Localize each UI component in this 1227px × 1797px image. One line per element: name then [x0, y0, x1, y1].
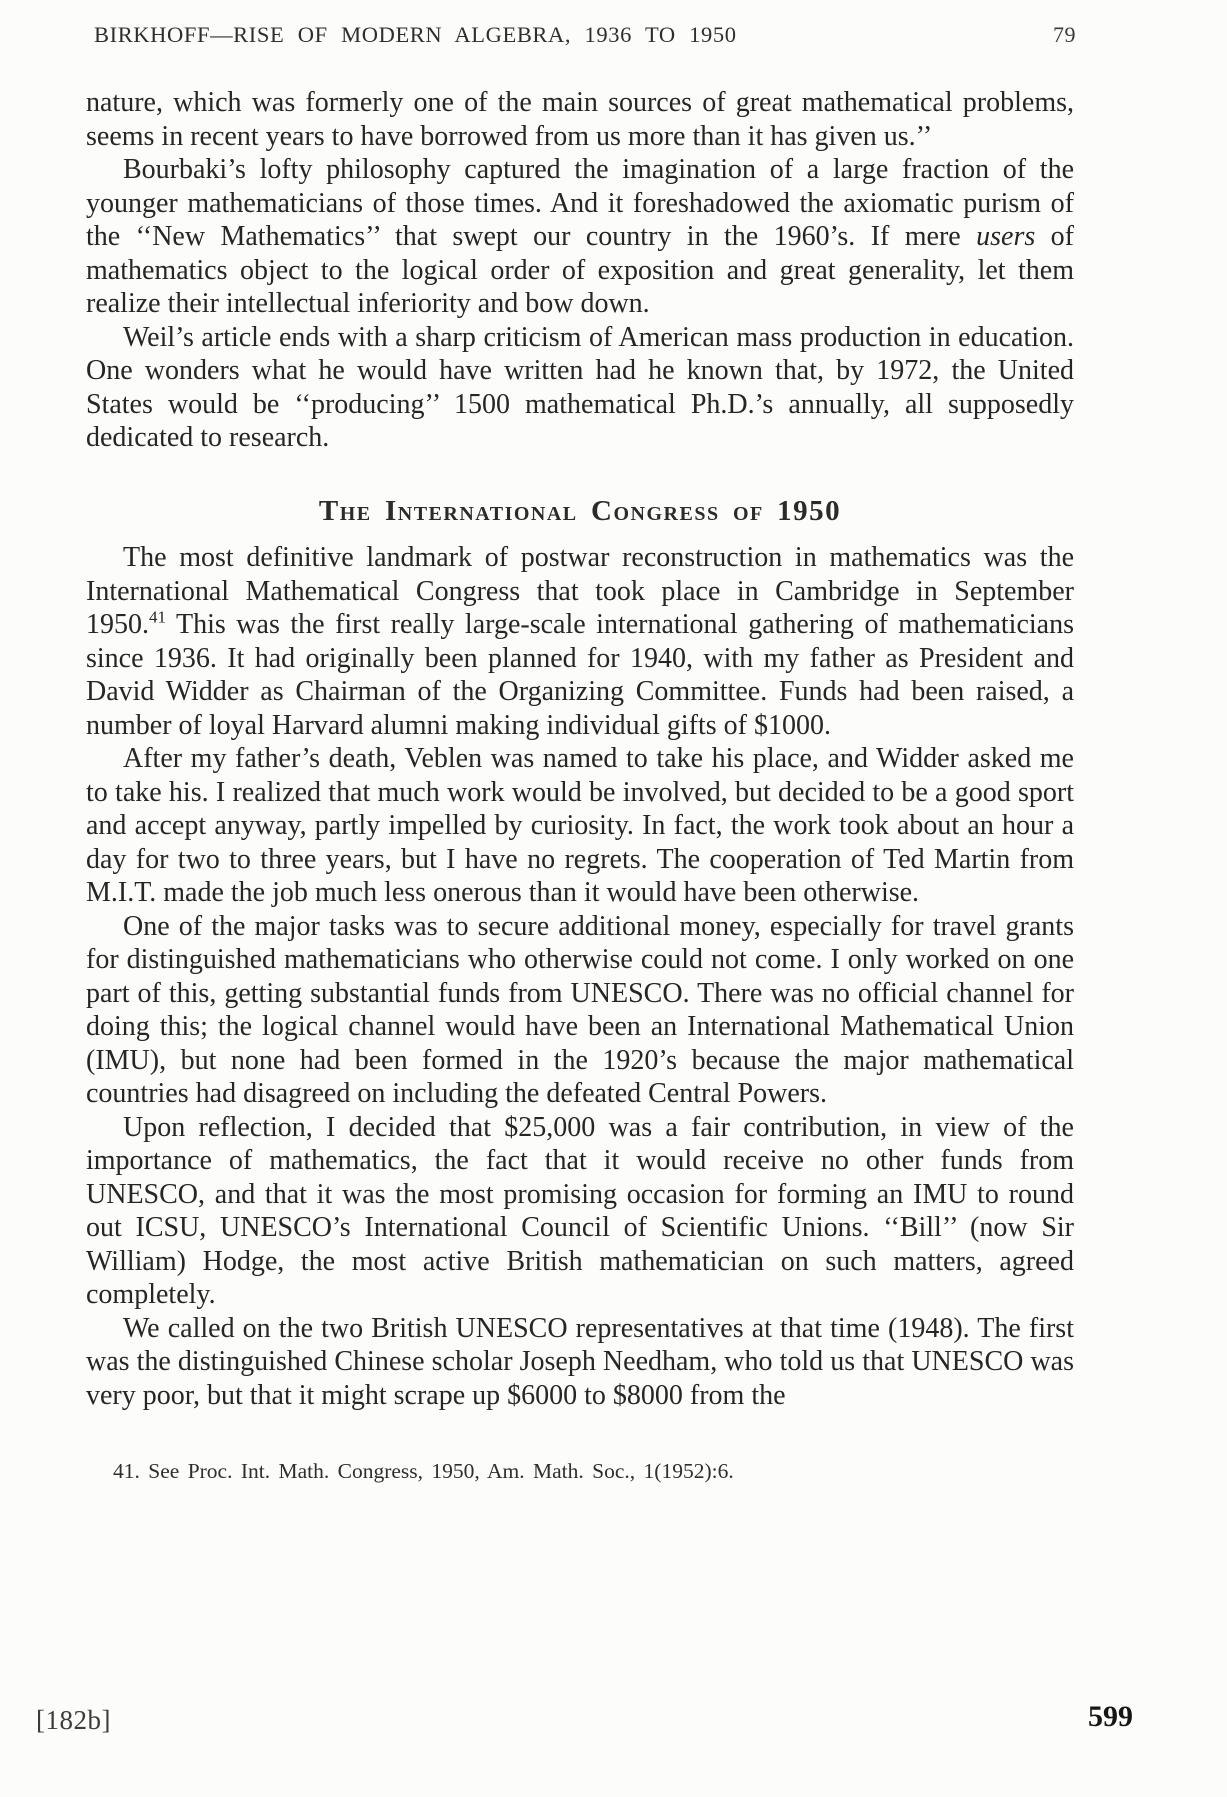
paragraph [86, 86, 1074, 153]
text-run: This was the first really large-scale international gathering of mathematicians since 1936. It had originally been planned for 1940, with my father as President and David Widder as Chairman of the Organizing Committee. Funds had been raised, a number of loyal Harvard alumni making individual gifts of $1000. [86, 609, 1074, 741]
section-heading: The International Congress of 1950 [318, 494, 842, 527]
paragraph [86, 153, 1074, 321]
footnote-reference: 41 [149, 607, 166, 627]
running-header-title: BIRKHOFF—RISE OF MODERN ALGEBRA, 1936 TO 1950 [94, 22, 737, 47]
text-run: Bourbaki’s lofty philosophy captured the imagination of a large fraction of the younger mathematicians of those times. And it foreshadowed the axiomatic purism of the ‘‘New Mathematics’’ that swept our country in the 1960’s. If mere [86, 154, 1074, 252]
paragraph-group-after-heading [86, 541, 1074, 1412]
text-run: Weil’s article ends with a sharp criticism of American mass production in education. One wonders what he would have written had he known that, by 1972, the United States would be ‘‘producing’’ 1500 mathematical Ph.D.’s annually, all supposedly dedicated to research. [86, 321, 1074, 453]
running-header-page-number: 79 [1053, 22, 1076, 47]
text-run: of mathematics object to the logical order of exposition and great generality, let them realize their intellectual inferiority and bow down. [86, 221, 1075, 319]
text-run: The most definitive landmark of postwar reconstruction in mathematics was the International Mathematical Congress that took place in Cambridge in September 1950. [86, 542, 1074, 640]
paragraph [86, 1312, 1074, 1413]
paragraph [86, 321, 1074, 455]
footer-page-number: 599 [1088, 1700, 1133, 1733]
body-text [86, 86, 1074, 1484]
text-run: One of the major tasks was to secure additional money, especially for travel grants for distinguished mathematicians who otherwise could not come. I only worked on one part of this, getting substantial funds from UNESCO. There was no official channel for doing this; the logical channel would have been an International Mathematical Union (IMU), but none had been formed in the 1920’s because the major mathematical countries had disagreed on including the defeated Central Powers. [86, 910, 1074, 1109]
paragraph [86, 742, 1074, 910]
text-run: We called on the two British UNESCO representatives at that time (1948). The first was the distinguished Chinese scholar Joseph Needham, who told us that UNESCO was very poor, but that it might scrape up $6000 to $8000 from the [86, 1312, 1074, 1411]
paragraph [86, 1111, 1074, 1312]
footer-plate-marker: [182b] [36, 1705, 111, 1735]
text-run: nature, which was formerly one of the main sources of great mathematical problems, seems in recent years to have borrowed from us more than it has given us.’’ [86, 87, 1074, 152]
text-run: Upon reflection, I decided that $25,000 was a fair contribution, in view of the importance of mathematics, the fact that it would receive no other funds from UNESCO, and that it was the most promising occasion for forming an IMU to round out ICSU, UNESCO’s International Council of Scientific Unions. ‘‘Bill’’ (now Sir William) Hodge, the most active British mathematician on such matters, agreed completely. [86, 1111, 1074, 1310]
paragraph-group-before-heading [86, 86, 1074, 455]
running-header [94, 22, 1076, 48]
paragraph [86, 910, 1074, 1111]
text-run: After my father’s death, Veblen was named to take his place, and Widder asked me to take his. I realized that much work would be involved, but decided to be a good sport and accept anyway, partly impelled by curiosity. In fact, the work took about an hour a day for two to three years, but I have no regrets. The cooperation of Ted Martin from M.I.T. made the job much less onerous than it would have been otherwise. [86, 743, 1074, 908]
paragraph [86, 541, 1074, 742]
italic-text: users [976, 221, 1036, 252]
footnote: 41. See Proc. Int. Math. Congress, 1950, Am. Math. Soc., 1(1952):6. [113, 1459, 734, 1483]
